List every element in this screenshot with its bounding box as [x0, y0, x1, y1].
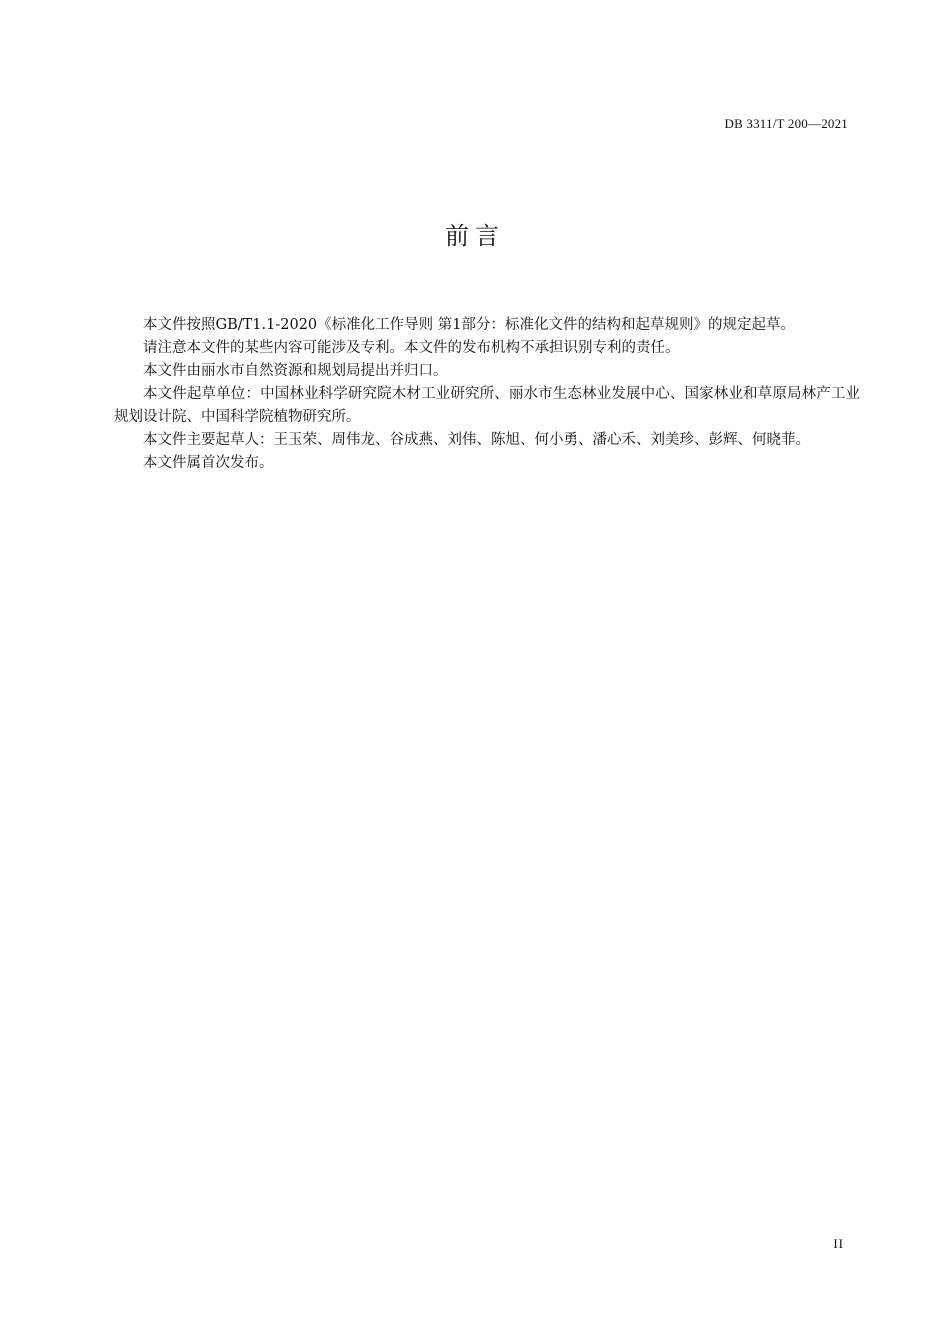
foreword-body — [114, 314, 860, 475]
page-number: II — [833, 1236, 844, 1251]
paragraph-drafters: 本文件主要起草人：王玉荣、周伟龙、谷成燕、刘伟、陈旭、何小勇、潘心禾、刘美珍、彭辉、何晓菲。 — [143, 432, 810, 448]
paragraph-drafting-basis: 本文件按照GB/T1.1-2020《标准化工作导则 第1部分：标准化文件的结构和起草规则》的规定起草。 — [143, 317, 795, 333]
paragraph-proposer: 本文件由丽水市自然资源和规划局提出并归口。 — [143, 363, 448, 379]
paragraph-first-release: 本文件属首次发布。 — [143, 455, 274, 471]
paragraph-patent-notice: 请注意本文件的某些内容可能涉及专利。本文件的发布机构不承担识别专利的责任。 — [143, 340, 680, 356]
paragraph-drafting-units: 本文件起草单位：中国林业科学研究院木材工业研究所、丽水市生态林业发展中心、国家林业和草原局林产工业规划设计院、中国科学院植物研究所。 — [114, 386, 860, 425]
document-code: DB 3311/T 200—2021 — [724, 116, 848, 131]
page-title: 前言 — [445, 222, 505, 250]
